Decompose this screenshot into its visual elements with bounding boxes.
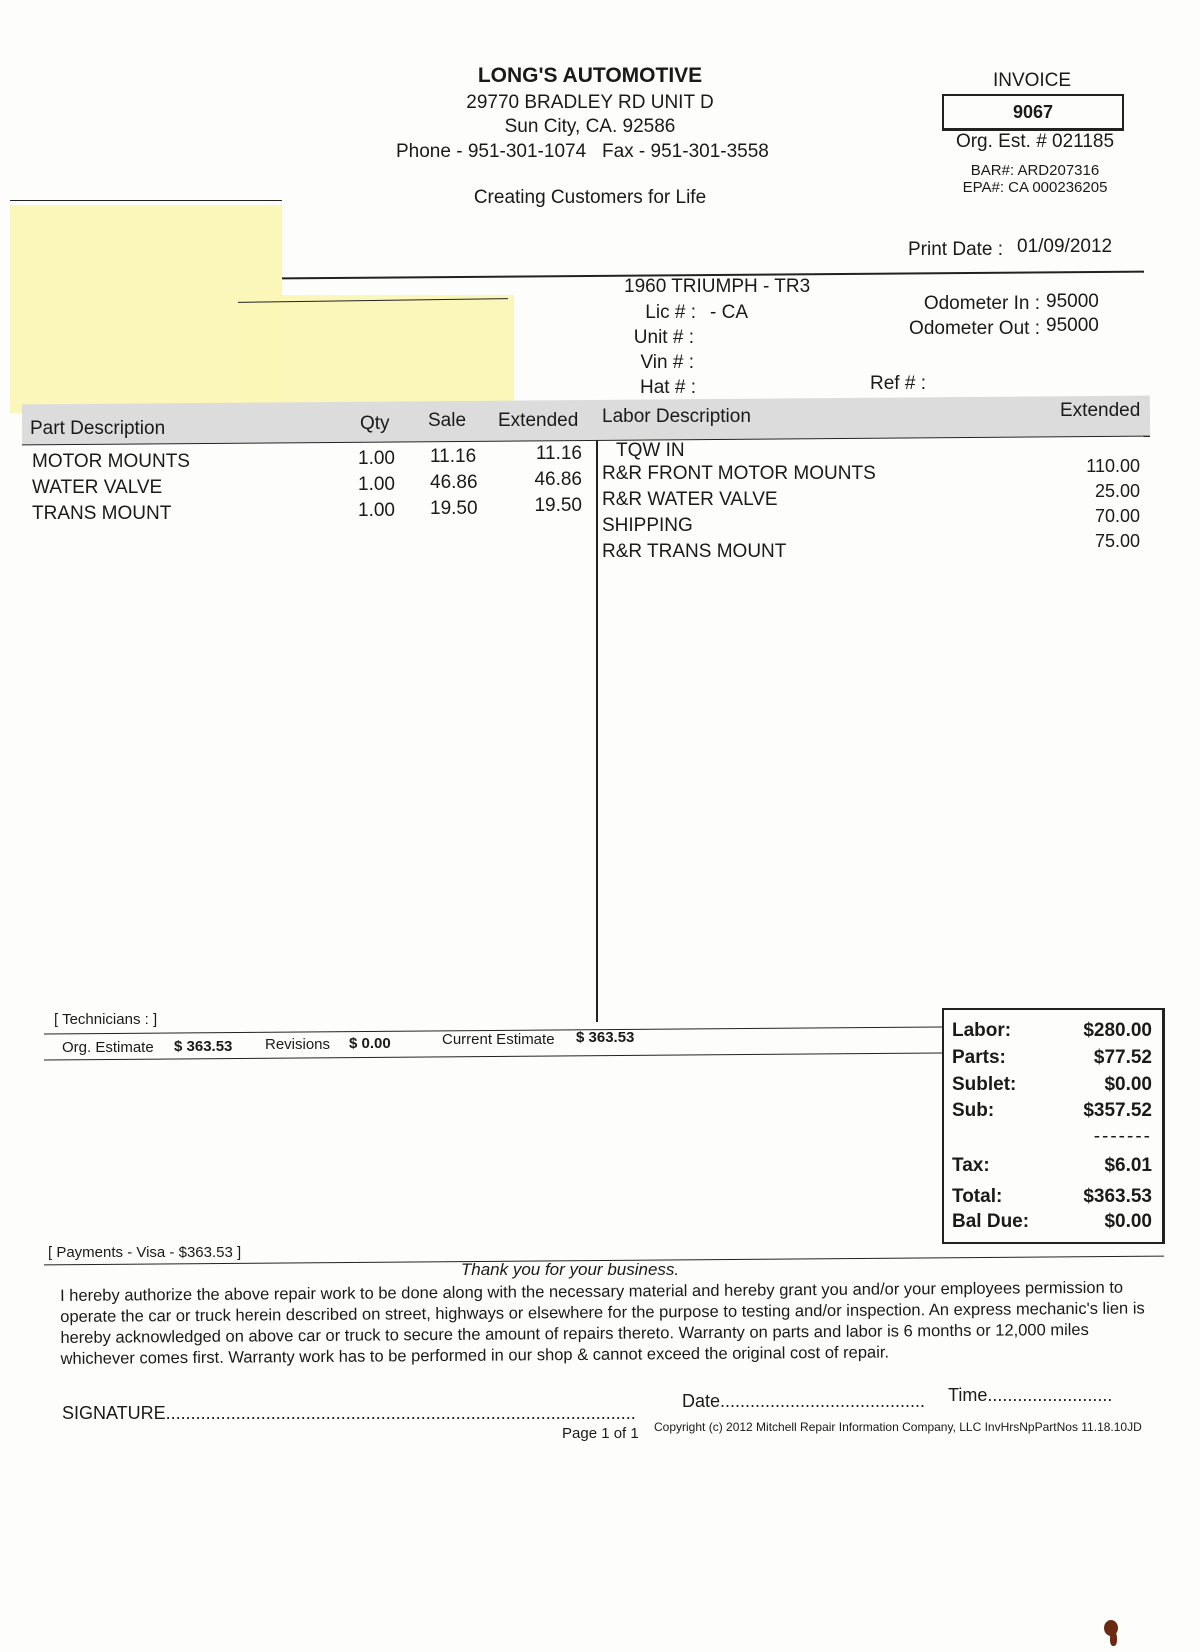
authorization-text: I hereby authorize the above repair work to be done along with the necessary material and hereby grant you and/or your employees permission to operate the car or truck herein described on street, highways or elsewhere for the purpose to testing and/or inspection. An express mechanic's lien is hereby acknowledged on above car or truck to secure the amount of repairs thereto. Warranty on parts and labor is 6 months or 12,000 miles whichever comes first. Warranty work has to be performed in our shop & cannot exceed the original cost of repair. xyxy=(60,1278,1145,1368)
invoice-label: INVOICE xyxy=(992,70,1072,91)
labor-description: R&R TRANS MOUNT xyxy=(602,541,787,562)
labor-extended: 75.00 xyxy=(1094,531,1140,551)
parts-total-row xyxy=(952,1047,1152,1069)
part-description-header: Part Description xyxy=(30,418,166,439)
time-line: Time......................... xyxy=(948,1385,1113,1405)
payments: [ Payments - Visa - $363.53 ] xyxy=(48,1244,242,1261)
tax-total-row xyxy=(952,1155,1152,1177)
odometer-in-label: Odometer In : xyxy=(923,293,1040,314)
labor-total-row xyxy=(952,1020,1152,1042)
org-estimate: $ 363.53 xyxy=(174,1038,233,1055)
grand-total: $363.53 xyxy=(1083,1186,1152,1207)
odometer-out-label: Odometer Out : xyxy=(909,318,1040,339)
part-qty: 1.00 xyxy=(358,500,395,521)
company-name: LONG'S AUTOMOTIVE xyxy=(477,64,703,87)
print-date: 01/09/2012 xyxy=(1017,236,1113,257)
parts-total: $77.52 xyxy=(1093,1047,1152,1068)
epa-number: EPA#: CA 000236205 xyxy=(962,179,1108,196)
company-address-line2: Sun City, CA. 92586 xyxy=(504,116,676,137)
invoice-number: 9067 xyxy=(942,94,1124,131)
balance-due: $0.00 xyxy=(1104,1211,1152,1232)
technicians: [ Technicians : ] xyxy=(54,1011,158,1028)
vin-label: Vin # : xyxy=(640,352,694,373)
lic-label: Lic # : xyxy=(645,302,696,323)
part-qty: 1.00 xyxy=(358,448,395,469)
tax-total-label: Tax: xyxy=(952,1155,990,1176)
sub-total: $357.52 xyxy=(1083,1100,1152,1121)
copyright: Copyright (c) 2012 Mitchell Repair Information Company, LLC InvHrsNpPartNos 11.18.10JD xyxy=(654,1420,1142,1434)
sublet-total-row xyxy=(952,1074,1152,1096)
qty-header: Qty xyxy=(360,413,390,434)
org-estimate-label: Org. Estimate xyxy=(62,1039,154,1056)
revisions-label: Revisions xyxy=(265,1036,331,1053)
date-line: Date......................................... xyxy=(682,1391,926,1411)
labor-description: R&R FRONT MOTOR MOUNTS xyxy=(602,463,876,484)
totals-box xyxy=(942,1008,1165,1244)
balance-due-row xyxy=(952,1211,1152,1233)
sticky-note-center xyxy=(238,295,514,413)
print-date-label: Print Date : xyxy=(908,239,1004,260)
part-sale: 46.86 xyxy=(430,472,478,493)
sub-total-row xyxy=(952,1100,1152,1122)
labor-extended-header: Extended xyxy=(1060,400,1141,421)
part-description: TRANS MOUNT xyxy=(32,503,172,524)
part-sale: 19.50 xyxy=(430,498,478,519)
hat-label: Hat # : xyxy=(640,377,696,398)
company-address-line1: 29770 BRADLEY RD UNIT D xyxy=(466,92,714,113)
grand-total-row xyxy=(952,1186,1152,1208)
vehicle-description: 1960 TRIUMPH - TR3 xyxy=(624,276,811,297)
labor-description: TQW IN xyxy=(616,440,685,461)
current-estimate-label: Current Estimate xyxy=(442,1031,555,1048)
bar-number: BAR#: ARD207316 xyxy=(970,162,1100,179)
part-qty: 1.00 xyxy=(358,474,395,495)
totals-separator: ------- xyxy=(1093,1126,1152,1147)
labor-description: R&R WATER VALVE xyxy=(602,489,778,510)
labor-total: $280.00 xyxy=(1083,1020,1152,1041)
sublet-total-label: Sublet: xyxy=(952,1074,1017,1095)
org-est-number: Org. Est. # 021185 xyxy=(955,131,1115,152)
lic-value: - CA xyxy=(710,302,748,323)
labor-extended: 110.00 xyxy=(1086,456,1140,476)
page-number: Page 1 of 1 xyxy=(562,1425,639,1442)
tax-total: $6.01 xyxy=(1104,1155,1152,1176)
part-extended: 46.86 xyxy=(534,469,582,490)
company-phone-fax: Phone - 951-301-1074 Fax - 951-301-3558 xyxy=(396,141,769,162)
labor-extended: 70.00 xyxy=(1094,506,1140,526)
odometer-out: 95000 xyxy=(1046,315,1099,336)
labor-description-header: Labor Description xyxy=(602,406,751,427)
parts-total-label: Parts: xyxy=(952,1047,1006,1068)
company-slogan: Creating Customers for Life xyxy=(473,187,707,208)
part-extended: 11.16 xyxy=(535,443,582,464)
sub-total-label: Sub: xyxy=(952,1100,995,1121)
part-sale: 11.16 xyxy=(430,446,477,467)
sale-header: Sale xyxy=(428,410,467,431)
balance-due-label: Bal Due: xyxy=(952,1211,1030,1232)
signature-line: SIGNATURE.............................................................................................. xyxy=(62,1403,636,1423)
grand-total-label: Total: xyxy=(952,1186,1003,1207)
labor-total-label: Labor: xyxy=(952,1020,1012,1041)
thank-you: Thank you for your business. xyxy=(460,1260,680,1279)
revisions: $ 0.00 xyxy=(349,1035,391,1052)
sublet-total: $0.00 xyxy=(1104,1074,1152,1095)
ref-label: Ref # : xyxy=(870,373,926,394)
labor-extended: 25.00 xyxy=(1094,481,1140,501)
parts-extended-header: Extended xyxy=(498,410,579,431)
part-description: MOTOR MOUNTS xyxy=(32,451,190,472)
parts-labor-divider xyxy=(596,440,598,1022)
current-estimate: $ 363.53 xyxy=(576,1029,635,1046)
odometer-in: 95000 xyxy=(1046,291,1099,312)
header-rule-left xyxy=(10,200,282,201)
unit-label: Unit # : xyxy=(633,327,694,348)
labor-description: SHIPPING xyxy=(602,515,693,536)
part-description: WATER VALVE xyxy=(32,477,163,498)
part-extended: 19.50 xyxy=(534,495,582,516)
scan-stain-tail xyxy=(1110,1632,1117,1646)
